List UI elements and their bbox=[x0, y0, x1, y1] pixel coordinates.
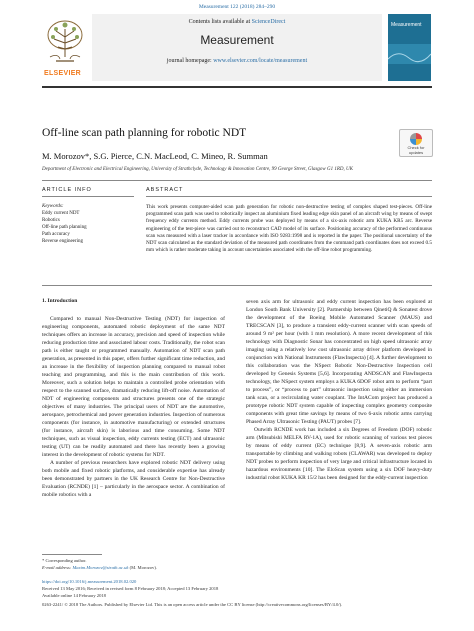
abstract-body: This work presents computer-aided scan path generation for robotic non-destructive testing of complex shaped test-pieces. Off-line programmed scan path was used to robotically inspect an aluminium fixed leading edge skin panel of an aircraft wing by means of swept frequency eddy currents method. Eddy currents probe was deployed by means of a six-axis robotic arm KUKA KR5 arc. Reverse engineering of the test-piece was carried out to reconstruct CAD model of its surface. Positioning accuracy of the performed continuous scan was measured with a laser tracker in accordance with ISO 9283:1998 and is reported in the paper. The positional uncertainty of the NDT scan calculated as the standard deviation of the measured path coordinates from the command path coordinates does not exceed 0.5 mm which is rather moderate taking in account uncertainties associated with the off-line robot programming. bbox=[146, 204, 432, 254]
intro-left-column bbox=[42, 315, 225, 499]
cover-title: Measurement bbox=[391, 22, 422, 28]
license-statement: 0263-2241/ © 2018 The Authors. Published by Elsevier Ltd. This is an open access article under the CC BY license (http://creativecommons.org/licenses/BY/4.0/). bbox=[42, 602, 343, 607]
keyword-item: Eddy current NDT bbox=[42, 211, 80, 216]
header-divider bbox=[42, 86, 432, 88]
abstract-bottom-divider bbox=[42, 285, 432, 286]
email-label: E-mail address: bbox=[42, 565, 73, 570]
contents-line bbox=[92, 19, 382, 25]
email-note bbox=[42, 565, 157, 570]
affiliation: Department of Electronic and Electrical Engineering, University of Strathclyde, Technology & Innovation Centre, 99 George Street, Glasgow G1 1RD, UK bbox=[42, 167, 353, 172]
keywords-label: Keywords: bbox=[42, 204, 64, 209]
doi-line bbox=[42, 579, 136, 584]
homepage-prefix: journal homepage: bbox=[166, 58, 214, 64]
available-online-date: Available online 14 February 2018 bbox=[42, 593, 106, 598]
crossmark-label: Check for updates bbox=[407, 145, 425, 155]
intro-paragraph: Compared to manual Non-Destructive Testing (NDT) for inspection of engineering components, automated robotic deployment of the same NDT techniques offers an increase in accuracy, precision and speed of inspection while reducing production time and associated labour costs. Traditionally, the robot scan path is either taught or programmed manually. Automation of NDT scan path generation, as presented in this paper, offers further significant time reduction, and an increase in the flexibility of inspection planning compared to manual robot teaching and programming, and this is the main contribution of this work. Moreover, such a solution helps to maintain a controlled probe orientation with respect to the scanned surface, dramatically reducing lift-off noise. Automation of NDT of engineering components and structures presents one of the strategic objectives of many industries. The principal users of NDT are the automotive, aerospace, petrochemical and power generation industries. Inspection of numerous components (for instance, in automotive manufacturing) or extended structures (for instance, aircraft skin) is laborious and time consuming. Some NDT techniques, such as visual inspection, eddy currents testing (ECT) and ultrasonic testing (UT) can be readily automated and there has recently been a growing interest in the development of robotic systems for NDT. bbox=[42, 316, 225, 458]
intro-paragraph: A number of previous researchers have explored robotic NDT delivery using both mobile and fixed robotic platforms, and considerable expertise has already been demonstrated by partners in the UK Research Centre for Non-Destructive Evaluation (RCNDE) [1] – particularly in the aerospace sector. A combination of mobile robotics with a bbox=[42, 460, 225, 498]
footnote-divider bbox=[42, 554, 102, 555]
intro-paragraph: Outwith RCNDE work has included a six Degrees of Freedom (DOF) robotic arm (Mitsubishi MELFA RV-1A), used for robotic scanning of various test pieces by means of eddy current (EC) technique [8,9]. A seven-axis robotic arm transportable by climbing and walking robots (CLAWAR) was developed to deploy NDT probes to perform inspection of very large and critical infrastructure located in hazardous environments [10]. The EloScan system using a six DOF heavy-duty industrial robot KUKA KR 15/2 has been designed for the eddy-current inspection bbox=[246, 427, 432, 481]
homepage-line bbox=[92, 58, 382, 64]
elsevier-tree-logo[interactable] bbox=[44, 17, 86, 67]
journal-title: Measurement bbox=[200, 33, 274, 47]
intro-paragraph: seven axis arm for ultrasonic and eddy current inspection has been explored at London South Bank University [2]. Partnership between QinetiQ & Sonatest drove the development of the Boeing Mobile Automated Scanner (MAUS) and TRECSCAN [3], to produce a transient eddy-current scanner with scan speeds of around 9 m² per hour (with 1 mm resolution). A more recent development of this technology with Diagnostic Sonar has concentrated on high speed ultrasonic array imaging using a relatively low cost ultrasonic array driver platform developed in conjunction with National Instruments (FlawInspecta) [4]. A further development to this collaboration was the NSpect Robotic Non-Destructive Inspection cell developed by Genesis Systems [5,6]. Incorporating ANDSCAN and FlawInspecta technology, the NSpect system employs a KUKA 6DOF robot arm to perform “part to process”, or “process to part” ultrasonic inspection using either an immersion tank scan, or a recirculating water couplant. The IntACom project has produced a prototype robotic NDT system capable of inspecting complex geometry composite components with great time savings by means of two 6-axis robotic arms carrying Phased Array Ultrasonic Testing (PAUT) probes [7]. bbox=[246, 299, 432, 425]
sciencedirect-link[interactable]: ScienceDirect bbox=[251, 19, 286, 25]
journal-reference-link[interactable]: Measurement 122 (2018) 284–290 bbox=[198, 4, 276, 10]
doi-link[interactable]: https://doi.org/10.1016/j.measurement.2018.02.020 bbox=[42, 579, 137, 584]
journal-reference[interactable] bbox=[0, 4, 474, 10]
article-info-divider bbox=[42, 196, 134, 197]
received-dates: Received 13 May 2016; Received in revised form 8 February 2018; Accepted 13 February 2018 bbox=[42, 586, 219, 591]
author-list[interactable]: M. Morozov*, S.G. Pierce, C.N. MacLeod, C. Mineo, R. Summan bbox=[42, 151, 268, 161]
keyword-item: Path accuracy bbox=[42, 232, 70, 237]
keyword-item: Robotics bbox=[42, 218, 60, 223]
article-title: Off-line scan path planning for robotic NDT bbox=[42, 127, 247, 139]
crossmark-icon bbox=[410, 133, 422, 145]
abstract-heading: ABSTRACT bbox=[146, 187, 184, 193]
article-info-heading: ARTICLE INFO bbox=[42, 187, 92, 193]
email-suffix: (M. Morozov). bbox=[128, 565, 158, 570]
check-for-updates-button[interactable] bbox=[399, 129, 433, 157]
keyword-item: Off-line path planning bbox=[42, 225, 87, 230]
title-divider bbox=[42, 180, 432, 181]
tree-icon bbox=[44, 17, 86, 67]
contents-prefix: Contents lists available at bbox=[188, 19, 252, 25]
section-heading-introduction: 1. Introduction bbox=[42, 298, 78, 304]
email-link[interactable]: Maxim.Morozov@strath.ac.uk bbox=[72, 565, 129, 570]
corresponding-author-note: * Corresponding author. bbox=[42, 558, 87, 563]
intro-right-column bbox=[246, 298, 432, 482]
homepage-link[interactable]: www.elsevier.com/locate/measurement bbox=[213, 58, 308, 64]
keyword-item: Reverse engineering bbox=[42, 239, 83, 244]
abstract-divider bbox=[146, 196, 432, 197]
elsevier-wordmark: ELSEVIER bbox=[44, 70, 82, 77]
